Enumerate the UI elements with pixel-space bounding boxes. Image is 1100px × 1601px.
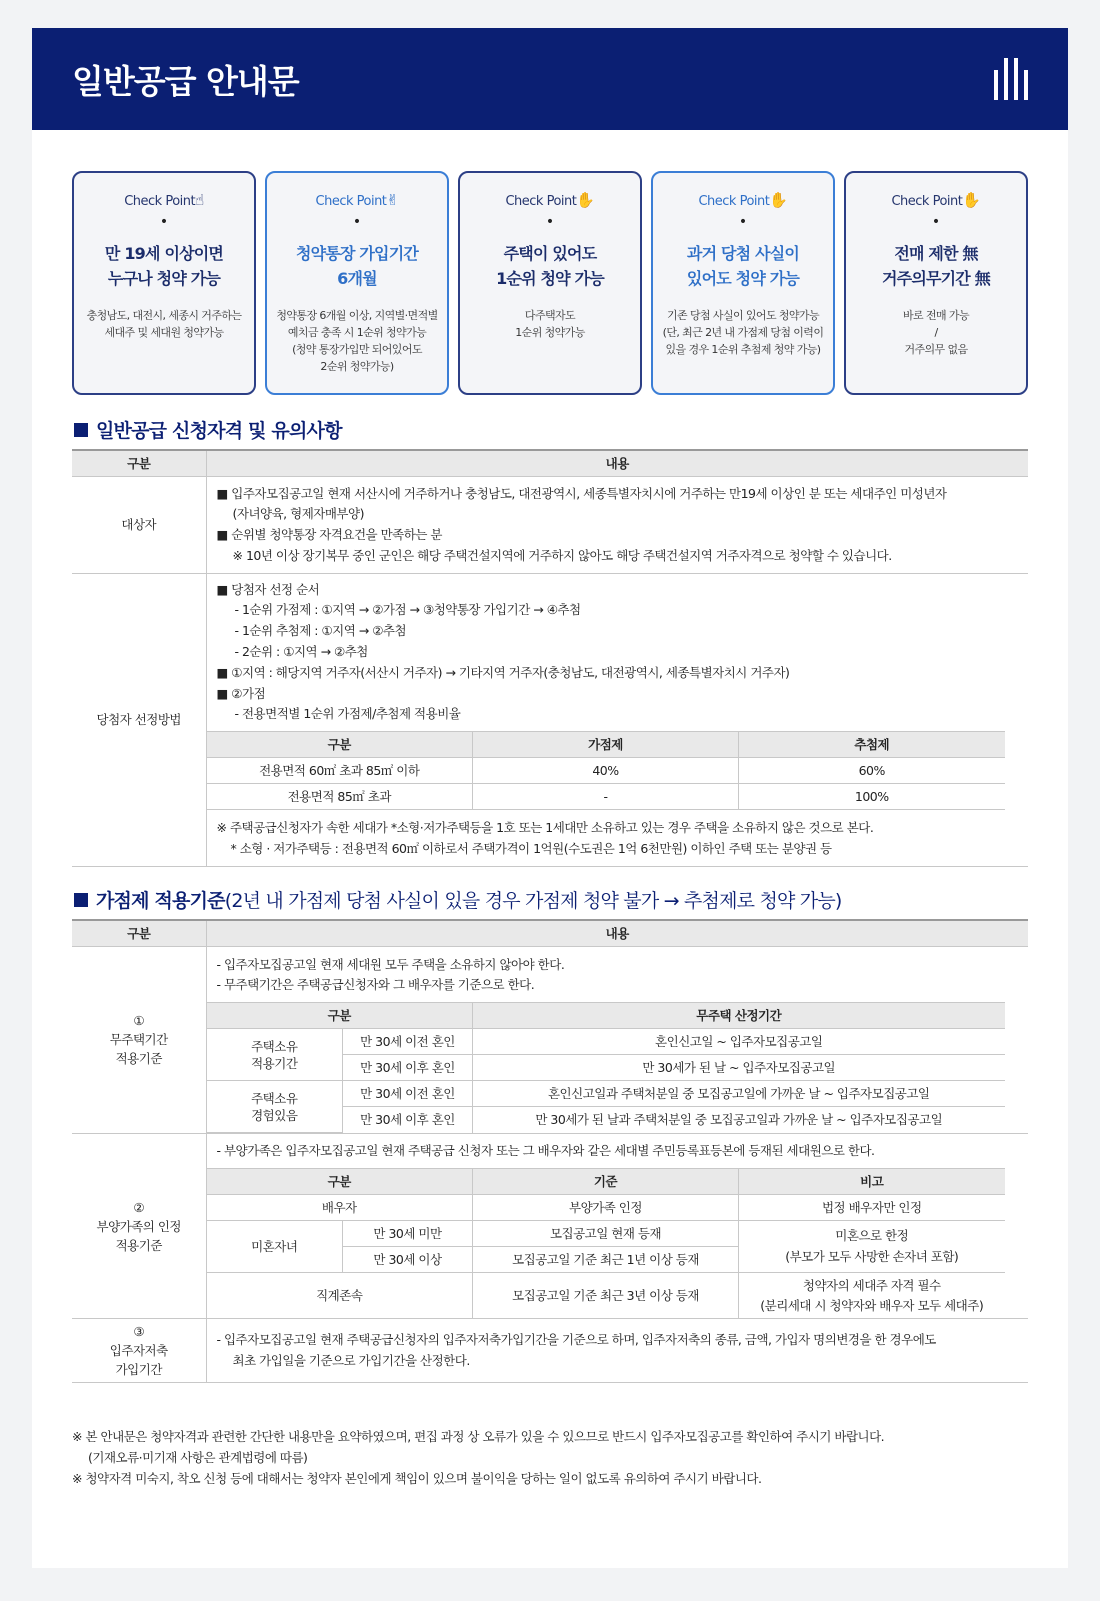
card-desc: 예치금 충족 시 1순위 청약가능 xyxy=(287,326,427,339)
card-desc: 충청남도, 대전시, 세종시 거주하는 xyxy=(86,309,242,322)
table-cell: 모집공고일 현재 등재 xyxy=(473,1220,739,1246)
notice-page xyxy=(32,28,1068,1568)
footnote-line: ※ 본 안내문은 청약자격과 관련한 간단한 내용만을 요약하였으며, 편집 과정 상 오류가 있을 수 있으므로 반드시 입주자모집공고를 확인하여 주시기 바랍니다. xyxy=(72,1429,885,1444)
table-cell: 만 30세 이후 혼인 xyxy=(343,1055,473,1081)
table-cell: 100% xyxy=(739,784,1005,810)
table-cell: 배우자 xyxy=(207,1194,473,1220)
card-desc: 청약통장 6개월 이상, 지역별·면적별 xyxy=(276,309,438,322)
card-title: 청약통장 가입기간 xyxy=(295,244,419,263)
eligibility-table xyxy=(72,449,1028,867)
table-row xyxy=(72,946,1028,1134)
table-row xyxy=(207,1029,1005,1055)
card-title: 1순위 청약 가능 xyxy=(496,269,604,288)
content-line: - 1순위 추첨제 : ①지역 → ②추첨 xyxy=(234,623,407,639)
table-cell: 주택소유 경험있음 xyxy=(207,1081,343,1133)
checkpoint-cards xyxy=(72,171,1028,395)
table-cell: 만 30세가 된 날과 주택처분일 중 모집공고일과 가까운 날 ~ 입주자모집공고일 xyxy=(473,1107,1005,1133)
table-cell: 60% xyxy=(739,758,1005,784)
checkpoint-card: Check Point✋ • 전매 제한 無 거주의무기간 無 바로 전매 가능 / 거주의무 없음 xyxy=(844,171,1028,395)
checkpoint-card: Check Point✋ • 주택이 있어도 1순위 청약 가능 다주택자도 1순위 청약가능 xyxy=(458,171,642,395)
table-cell: 전용면적 85㎡ 초과 xyxy=(207,784,473,810)
card-desc: 2순위 청약가능) xyxy=(320,360,394,373)
content-line: - 1순위 가점제 : ①지역 → ②가점 → ③청약통장 가입기간 → ④추첨 xyxy=(234,602,581,618)
header-bar xyxy=(32,28,1068,130)
content-line: ■ 순위별 청약통장 자격요건을 만족하는 분 xyxy=(216,527,442,543)
column-header: 가점제 xyxy=(473,732,739,758)
table-cell: 만 30세 이후 혼인 xyxy=(343,1107,473,1133)
column-header: 내용 xyxy=(206,450,1028,476)
checkpoint-card: Check Point✌ • 청약통장 가입기간 6개월 청약통장 6개월 이상, 지역별·면적별 예치금 충족 시 1순위 청약가능 (청약 통장가입만 되어있어도 2순위 청약가능) xyxy=(265,171,449,395)
content-line: - 무주택기간은 주택공급신청자와 그 배우자를 기준으로 한다. xyxy=(216,977,535,993)
hand-icon: ✌ xyxy=(386,191,399,209)
card-title: 과거 당첨 사실이 xyxy=(686,244,800,263)
column-header: 기준 xyxy=(473,1168,739,1194)
section-title: 가점제 적용기준(2년 내 가점제 당첨 사실이 있을 경우 가점제 청약 불가 → 추첨제로 청약 가능) xyxy=(74,886,842,913)
content-line: - 2순위 : ①지역 → ②추첨 xyxy=(234,644,368,660)
table-cell: 주택소유 적용기간 xyxy=(207,1029,343,1081)
row-label: 대상자 xyxy=(72,476,206,573)
hand-icon: ✋ xyxy=(769,191,788,209)
card-desc: 거주의무 없음 xyxy=(904,343,968,356)
column-header: 구분 xyxy=(72,920,206,946)
card-desc: 1순위 청약가능 xyxy=(515,326,585,339)
card-title: 거주의무기간 無 xyxy=(882,269,990,288)
column-header: 구분 xyxy=(207,732,473,758)
row-label: ③ 입주자저축 가입기간 xyxy=(72,1319,206,1383)
table-row xyxy=(72,1134,1028,1319)
column-header: 비고 xyxy=(739,1168,1005,1194)
hand-icon: ☝ xyxy=(195,191,204,209)
checkpoint-label: Check Point xyxy=(315,194,387,209)
table-row xyxy=(72,573,1028,866)
card-desc: (청약 통장가입만 되어있어도 xyxy=(292,343,422,356)
hand-icon: ✋ xyxy=(962,191,981,209)
card-title: 주택이 있어도 xyxy=(503,244,597,263)
content-line: - 입주자모집공고일 현재 주택공급신청자의 입주자저축가입기간을 기준으로 하며, 입주자저축의 종류, 금액, 가입자 명의변경을 한 경우에도 xyxy=(216,1332,936,1348)
column-header: 무주택 산정기간 xyxy=(473,1003,1005,1029)
content-line: (자녀양육, 형제자매부양) xyxy=(232,506,364,522)
card-desc: / xyxy=(934,326,938,339)
card-title: 6개월 xyxy=(337,269,377,288)
table-row xyxy=(207,758,1005,784)
checkpoint-label: Check Point xyxy=(698,194,770,209)
table-cell: 모집공고일 기준 최근 1년 이상 등재 xyxy=(473,1246,739,1272)
content-line: - 전용면적별 1순위 가점제/추첨제 적용비율 xyxy=(234,706,461,722)
page-title: 일반공급 안내문 xyxy=(72,61,299,101)
point-system-table xyxy=(72,919,1028,1383)
no-house-table xyxy=(207,1002,1005,1133)
card-desc: 기존 당첨 사실이 있어도 청약가능 xyxy=(667,309,819,322)
card-desc: 세대주 및 세대원 청약가능 xyxy=(104,326,224,339)
row-label: ② 부양가족의 인정 적용기준 xyxy=(72,1134,206,1319)
checkpoint-label: Check Point xyxy=(891,194,963,209)
content-line: ※ 10년 이상 장기복무 중인 군인은 해당 주택건설지역에 거주하지 않아도 해당 주택건설지역 거주자격으로 청약할 수 있습니다. xyxy=(232,547,892,563)
ratio-table xyxy=(207,731,1005,810)
content-note: ※ 주택공급신청자가 속한 세대가 *소형·저가주택등을 1호 또는 1세대만 소유하고 있는 경우 주택을 소유하지 않은 것으로 본다. xyxy=(216,820,874,836)
table-row xyxy=(207,1194,1005,1220)
table-cell: 미혼으로 한정 (부모가 모두 사망한 손자녀 포함) xyxy=(739,1220,1005,1272)
card-title: 만 19세 이상이면 xyxy=(104,244,224,263)
table-cell: 혼인신고일과 주택처분일 중 모집공고일에 가까운 날 ~ 입주자모집공고일 xyxy=(473,1081,1005,1107)
card-title: 있어도 청약 가능 xyxy=(686,269,800,288)
table-cell: - xyxy=(473,784,739,810)
card-desc: 있을 경우 1순위 추첨제 청약 가능) xyxy=(665,343,821,356)
table-cell: 만 30세 미만 xyxy=(343,1220,473,1246)
card-title: 전매 제한 無 xyxy=(894,244,978,263)
table-cell: 법정 배우자만 인정 xyxy=(739,1194,1005,1220)
row-label: ① 무주택기간 적용기준 xyxy=(72,946,206,1134)
checkpoint-label: Check Point xyxy=(505,194,577,209)
card-desc: (단, 최근 2년 내 가점제 당첨 이력이 xyxy=(662,326,824,339)
footnotes xyxy=(72,1426,884,1489)
section-subtitle: (2년 내 가점제 당첨 사실이 있을 경우 가점제 청약 불가 → 추첨제로 청약 가능) xyxy=(224,890,842,912)
table-cell: 청약자의 세대주 자격 필수 (분리세대 시 청약자와 배우자 모두 세대주) xyxy=(739,1272,1005,1318)
content-line: - 부양가족은 입주자모집공고일 현재 주택공급 신청자 또는 그 배우자와 같은 세대별 주민등록표등본에 등재된 세대원으로 한다. xyxy=(216,1143,875,1159)
content-note: * 소형 · 저가주택등 : 전용면적 60㎡ 이하로서 주택가격이 1억원(수도권은 1억 6천만원) 이하인 주택 또는 분양권 등 xyxy=(230,841,832,857)
table-row xyxy=(207,784,1005,810)
hand-icon: ✋ xyxy=(576,191,595,209)
table-cell: 혼인신고일 ~ 입주자모집공고일 xyxy=(473,1029,1005,1055)
content-line: - 입주자모집공고일 현재 세대원 모두 주택을 소유하지 않아야 한다. xyxy=(216,956,565,972)
column-header: 구분 xyxy=(207,1003,473,1029)
footnote-line: (기재오류·미기재 사항은 관계법령에 따름) xyxy=(88,1450,308,1465)
dependents-table xyxy=(207,1168,1005,1319)
table-cell: 만 30세 이전 혼인 xyxy=(343,1081,473,1107)
table-cell: 부양가족 인정 xyxy=(473,1194,739,1220)
table-row xyxy=(72,1319,1028,1383)
table-row xyxy=(207,1272,1005,1318)
column-header: 추첨제 xyxy=(739,732,1005,758)
brand-logo-icon xyxy=(994,58,1028,100)
row-label: 당첨자 선정방법 xyxy=(72,573,206,866)
column-header: 내용 xyxy=(206,920,1028,946)
table-cell: 만 30세 이전 혼인 xyxy=(343,1029,473,1055)
table-row xyxy=(72,476,1028,573)
card-desc: 다주택자도 xyxy=(524,309,576,322)
column-header: 구분 xyxy=(207,1168,473,1194)
content-line: 최초 가입일을 기준으로 가입기간을 산정한다. xyxy=(232,1352,470,1368)
table-cell: 40% xyxy=(473,758,739,784)
content-line: ■ 입주자모집공고일 현재 서산시에 거주하거나 충청남도, 대전광역시, 세종특별자치시에 거주하는 만19세 이상인 분 또는 세대주인 미성년자 xyxy=(216,485,947,501)
footnote-line: ※ 청약자격 미숙지, 착오 신청 등에 대해서는 청약자 본인에게 책임이 있으며 불이익을 당하는 일이 없도록 유의하여 주시기 바랍니다. xyxy=(72,1471,762,1486)
checkpoint-card: Check Point✋ • 과거 당첨 사실이 있어도 청약 가능 기존 당첨 사실이 있어도 청약가능 (단, 최근 2년 내 가점제 당첨 이력이 있을 경우 1순위 추첨제 청약 가능) xyxy=(651,171,835,395)
checkpoint-card: Check Point☝ • 만 19세 이상이면 누구나 청약 가능 충청남도, 대전시, 세종시 거주하는 세대주 및 세대원 청약가능 xyxy=(72,171,256,395)
table-cell: 만 30세 이상 xyxy=(343,1246,473,1272)
card-desc: 바로 전매 가능 xyxy=(903,309,969,322)
content-line: ■ 당첨자 선정 순서 xyxy=(216,581,320,597)
card-title: 누구나 청약 가능 xyxy=(107,269,221,288)
table-cell: 미혼자녀 xyxy=(207,1220,343,1272)
table-row xyxy=(207,1220,1005,1246)
section-title: 일반공급 신청자격 및 유의사항 xyxy=(74,416,342,443)
table-row xyxy=(207,1081,1005,1107)
content-line: ■ ②가점 xyxy=(216,685,266,701)
table-cell: 모집공고일 기준 최근 3년 이상 등재 xyxy=(473,1272,739,1318)
table-cell: 직계존속 xyxy=(207,1272,473,1318)
table-cell: 전용면적 60㎡ 초과 85㎡ 이하 xyxy=(207,758,473,784)
checkpoint-label: Check Point xyxy=(124,194,196,209)
column-header: 구분 xyxy=(72,450,206,476)
table-cell: 만 30세가 된 날 ~ 입주자모집공고일 xyxy=(473,1055,1005,1081)
content-line: ■ ①지역 : 해당지역 거주자(서산시 거주자) → 기타지역 거주자(충청남도, 대전광역시, 세종특별자치시 거주자) xyxy=(216,664,790,680)
